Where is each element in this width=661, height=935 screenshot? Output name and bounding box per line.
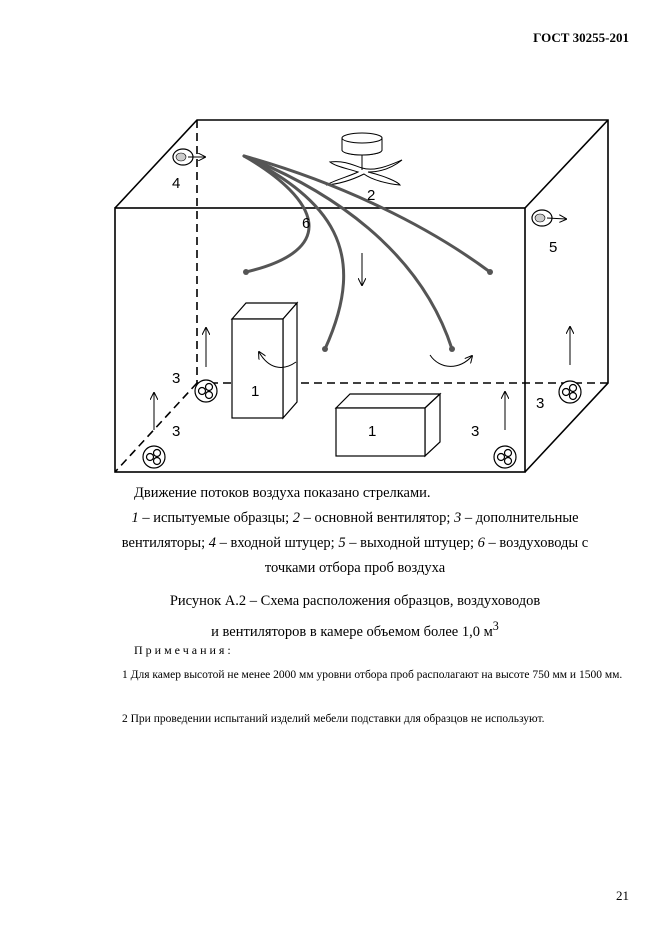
label-specimen-tall: 1 xyxy=(251,383,260,400)
figure-title xyxy=(95,589,615,645)
figure-title-line2: и вентиляторов в камере объемом более 1,0 $м^3$ xyxy=(211,619,499,640)
label-aux-fan-a: 3 xyxy=(172,370,181,387)
figure-title-line1: Рисунок А.2 – Схема расположения образцов, воздуховодов xyxy=(169,593,541,609)
label-specimen-low: 1 xyxy=(368,423,377,440)
label-main-fan: 2 xyxy=(367,187,376,204)
label-aux-fan-b: 3 xyxy=(172,423,181,440)
label-aux-fan-c: 3 xyxy=(471,423,480,440)
note-1: 1 Для камер высотой не менее 2000 мм уровни отбора проб располагают на высоте 750 мм и 1500 мм. xyxy=(122,669,623,681)
airflow-note: Движение потоков воздуха показано стрелками. xyxy=(134,485,431,501)
specimen-low xyxy=(336,394,440,456)
note-2: 2 При проведении испытаний изделий мебели подставки для образцов не используют. xyxy=(122,713,545,725)
label-outlet: 5 xyxy=(549,239,558,256)
document-header: ГОСТ 30255-201 xyxy=(533,30,629,45)
label-inlet: 4 xyxy=(172,175,181,192)
page-number: 21 xyxy=(616,888,629,903)
label-ducts: 6 xyxy=(302,215,311,232)
inlet-fitting xyxy=(173,149,205,165)
notes-title: Примечания: xyxy=(134,643,234,657)
chamber-diagram xyxy=(105,108,625,480)
figure-legend: 1 – испытуемые образцы; 2 – основной вентилятор; 3 – дополнительные вентиляторы; 4 – входной штуцер; 5 – выходной штуцер; 6 – воздуховоды с точками отбора проб воздуха xyxy=(121,510,589,576)
outlet-fitting xyxy=(532,210,566,226)
label-aux-fan-d: 3 xyxy=(536,395,545,412)
specimen-tall xyxy=(232,303,297,418)
main-fan xyxy=(326,133,402,185)
